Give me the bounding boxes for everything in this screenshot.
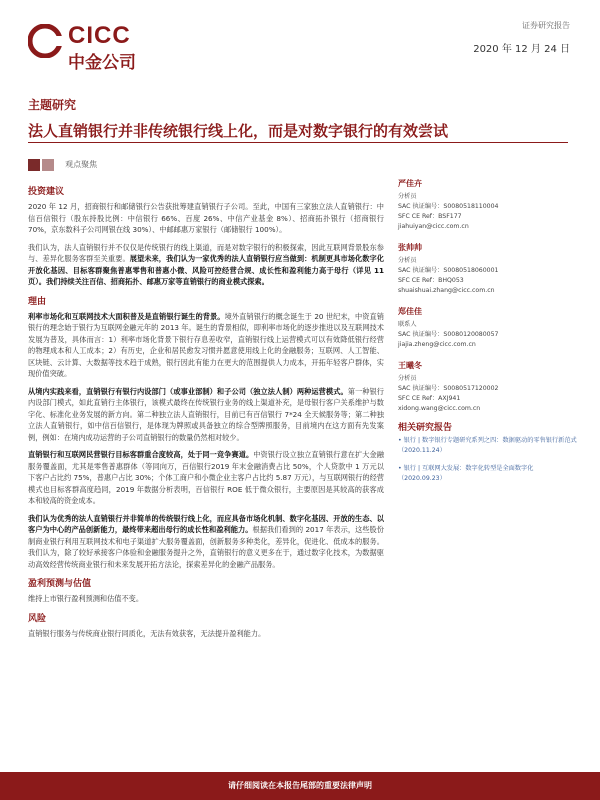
tag-marker-icon (28, 159, 40, 171)
analyst-card (398, 306, 578, 350)
cicc-logo-icon (28, 24, 62, 58)
analyst-role: 分析员 (398, 375, 417, 382)
analyst-sac: SAC 执证编号：S0080517120002 (398, 385, 499, 392)
paragraph-highlight: 直销银行和互联网民营银行目标客群重合度较高，处于同一竞争赛道。 (28, 450, 254, 459)
paragraph: 直销银行服务与传统商业银行同质化，无法有效获客，无法提升盈利能力。 (28, 628, 266, 638)
brand-name-cn: 中金公司 (68, 53, 136, 73)
analyst-email[interactable]: jiahuiyan@cicc.com.cn (398, 223, 469, 230)
analyst-sfc: SFC CE Ref：AXJ941 (398, 395, 461, 402)
heading-forecast: 盈利预测与估值 (28, 579, 92, 589)
analyst-name: 王曦冬 (398, 361, 422, 370)
paragraph-text: 我们认为，法人直销银行并不仅仅是传统银行的线上渠道，而是对数字银行的积极探索，因此互联网背景股东参与、差异化服务客群至关重要。 (28, 242, 384, 263)
report-title: 法人直销银行并非传统银行线上化，而是对数字银行的有效尝试 (28, 122, 449, 140)
paragraph-highlight: 从境内实践来看，直销银行有银行内设部门（或事业部制）和子公司（独立法人制）两种运营模式。 (28, 386, 348, 396)
analyst-role: 联系人 (398, 321, 417, 328)
analyst-card (398, 360, 578, 414)
analyst-sac: SAC 执证编号：S0080518060001 (398, 267, 499, 274)
heading-reason: 理由 (28, 296, 47, 307)
paragraph: 2020 年 12 月，招商银行和邮储银行公告获批筹建直销银行子公司。至此，中国有三家独立法人直销银行：中信百信银行（股东持股比例：中信银行 66%、百度 26%、中信产业基金 8%）、招商拓扑银行（招商银行 70%，京东数科子公司网银在线 30%）、中邮邮惠万家银行（邮储银行 100%）。 (28, 202, 384, 234)
opinion-tag (28, 154, 97, 168)
analyst-role: 分析员 (398, 257, 417, 264)
brand-name-en: CICC (68, 22, 131, 49)
analyst-role: 分析员 (398, 193, 417, 200)
paragraph-highlight: 利率市场化和互联网技术大面积普及是直销银行诞生的背景。 (28, 311, 225, 321)
analyst-sfc: SFC CE Ref：BHQ053 (398, 277, 464, 284)
paragraph-text: 第一种银行内设部门模式，如此直销行主体银行，该模式最终在传统银行业务的线上渠道补充，是母银行客户关系维护与数字化、标准化业务发展的新方向。第二种独立法人直销银行，目前已有百信银行 7*24 全天候服务等；第二种独立法人直销银行，如中信百信银行，是体现为牌照或具备独立的综合型牌照服务，目前境内在这方面有先发案例，例如：在境内成功运营的子公司直销银行的数量仍然相对较少。 (28, 386, 384, 442)
heading-risk: 风险 (28, 613, 47, 624)
paragraph (28, 242, 384, 288)
paragraph-text: 境外直销银行的概念诞生于 20 世纪末，中资直销银行的理念始于银行为互联网金融元年的 2013 年。诞生的背景相似，即利率市场化的逐步推进以及互联网技术发展为普及，具体而言：1）利率市场化背景下银行存息差收窄，直销银行线上运营模式可以有效降低银行经营的物理成本和人工成本；2）有历史，企业和居民愈发习惯并愿意使用线上化的金融服务；互联网、人工智能、区块链、云计算、大数据等技术趋于成熟，银行因此有能力在更大的范围提供人力成本，开拓年轻客户群体，实现价值突破。 (28, 311, 384, 378)
related-reports-title: 相关研究报告 (398, 423, 453, 433)
cicc-logo (28, 18, 168, 72)
paragraph (28, 513, 384, 571)
analyst-name: 张帅帅 (398, 243, 422, 252)
analyst-email[interactable]: shuaishuai.zhang@cicc.com.cn (398, 287, 495, 294)
related-report-link[interactable]: • 银行 | 互联网大发展：数字化转型是全面数字化（2020.09.23） (398, 465, 534, 482)
heading-investment: 投资建议 (28, 187, 65, 197)
related-reports-list (398, 436, 578, 492)
section-label: 主题研究 (28, 98, 77, 112)
paragraph-text: 中资银行设立独立直销银行意在扩大金融服务覆盖面，尤其是零售普惠群体（等同向万，百信银行2019 年末金融消费占比 50%，个人贷款中 1 万元以下客户占比约 75%，普惠户占比 30%；个体工商户和小微企业主客户占比约 5.87 万元），与互联网银行的经营模式也目标客群高度趋同，2019 年数据分析表明，百信银行 ROE 低于微众银行，主要原因是其较高的获客成本和较高的资金成本。 (28, 450, 384, 505)
footer-disclaimer: 请仔细阅读在本报告尾部的重要法律声明 (228, 781, 372, 790)
analyst-panel (398, 178, 578, 424)
analyst-sac: SAC 执证编号：S0080120080057 (398, 331, 499, 338)
analyst-card (398, 242, 578, 296)
report-date: 2020 年 12 月 24 日 (473, 44, 570, 55)
paragraph (28, 386, 384, 444)
paragraph-highlight: 我们认为优秀的法人直销银行并非简单的传统银行线上化，而应具备市场化机制、数字化基因、开放的生态、以客户为中心的产品创新能力，最终带来超出母行的成长性和盈利能力。 (28, 513, 384, 534)
tag-label: 观点聚焦 (65, 160, 98, 169)
analyst-card (398, 178, 578, 232)
paragraph-highlight: 展望未来，我们认为一家优秀的法人直销银行应当做到：机制更具市场化数字化开放化基因、目标客群聚焦普惠零售和普惠小微、风险可控经营合规、成长性和盈利能力高于母行（详见 11 页）。我们持续关注百信、招商拓扑、邮惠万家等直销银行的商业模式探索。 (28, 254, 384, 286)
analyst-name: 严佳卉 (398, 179, 422, 188)
paragraph (28, 449, 384, 507)
analyst-email[interactable]: jiajia.zheng@cicc.com.cn (398, 341, 476, 348)
paragraph (28, 311, 384, 380)
analyst-name: 郑佳佳 (398, 307, 422, 316)
main-content (28, 178, 384, 645)
analyst-sac: SAC 执证编号：S0080518110004 (398, 203, 499, 210)
tag-marker-icon (42, 159, 54, 171)
paragraph: 维持上市银行盈利预测和估值不变。 (28, 594, 144, 603)
analyst-email[interactable]: xidong.wang@cicc.com.cn (398, 405, 481, 412)
related-report-link[interactable]: • 银行 | 数字银行专题研究系列之四：数据驱动的零售银行新范式（2020.11.24） (398, 437, 577, 454)
paragraph-text: 根据我们看到的 2017 年表示，这些股份制商业银行利用互联网技术和电子渠道扩大服务覆盖面，创新服务多种类化，差异化，促进化、低成本的服务。我们认为，除了较好承接客户体验和金融服务提升之外，直销银行的意义更多在于，通过数字化技术，为数据驱动高效经营传统商业银行和未来发展开拓方法论，探索差异化的金融产品服务。 (28, 525, 384, 569)
doc-type: 证券研究报告 (522, 21, 570, 30)
title-divider (28, 142, 568, 143)
analyst-sfc: SFC CE Ref：BSF177 (398, 213, 462, 220)
